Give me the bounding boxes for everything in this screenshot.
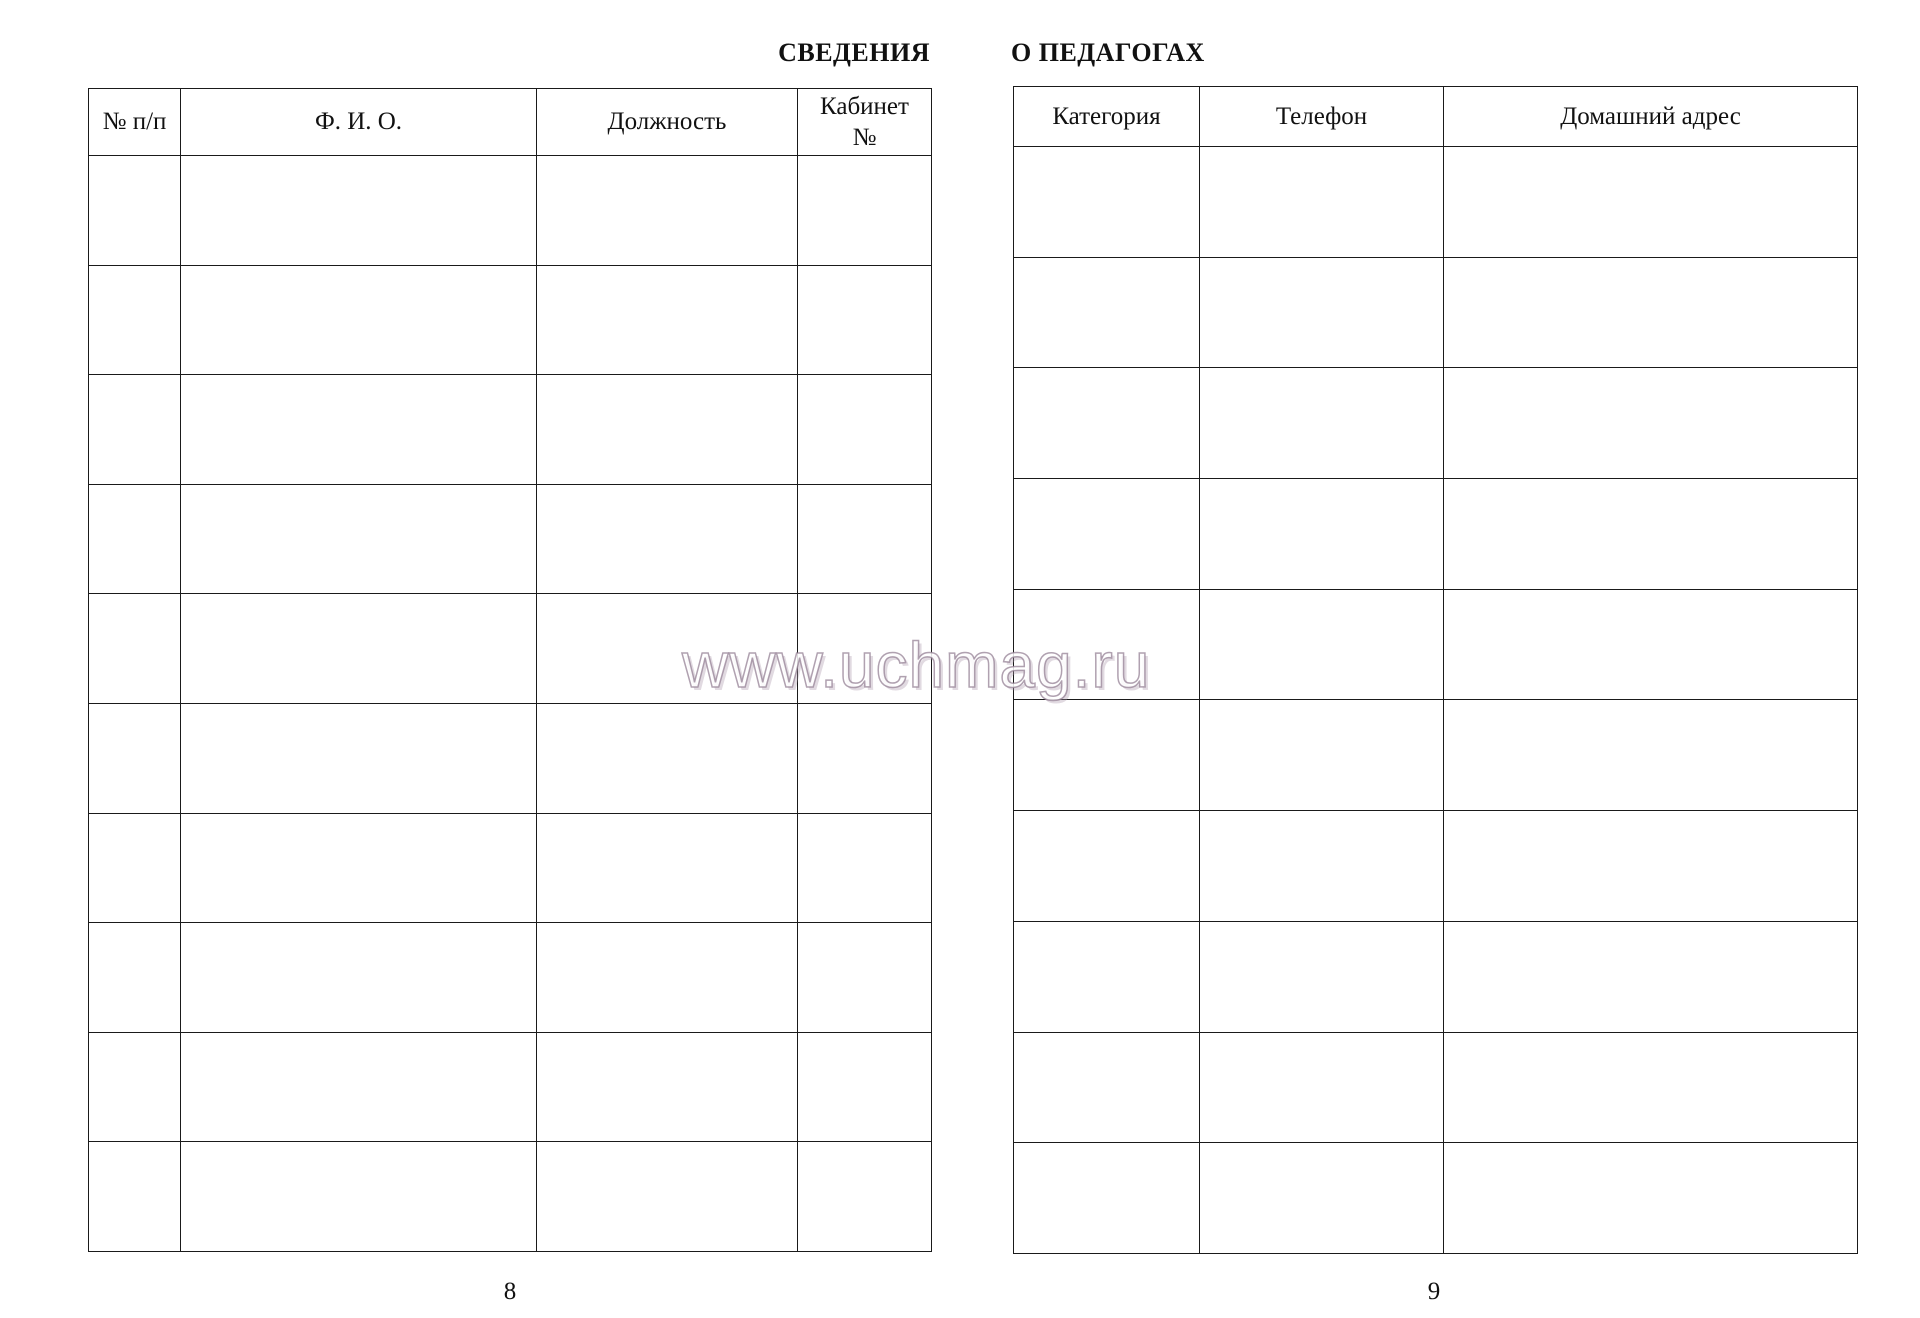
table-header-row [89, 89, 932, 156]
table-cell[interactable] [1014, 479, 1200, 590]
table-cell[interactable] [1014, 589, 1200, 700]
table-cell[interactable] [798, 594, 932, 704]
table-cell[interactable] [89, 1032, 181, 1142]
table-cell[interactable] [181, 703, 537, 813]
table-cell[interactable] [1014, 1143, 1200, 1254]
table-cell[interactable] [89, 923, 181, 1033]
table-cell[interactable] [1444, 589, 1858, 700]
column-header-phone: Телефон [1200, 87, 1444, 147]
table-row [1014, 1143, 1858, 1254]
column-header-home-address: Домашний адрес [1444, 87, 1858, 147]
table-cell[interactable] [1200, 479, 1444, 590]
table-cell[interactable] [89, 594, 181, 704]
table-cell[interactable] [181, 1032, 537, 1142]
table-cell[interactable] [181, 813, 537, 923]
table-cell[interactable] [89, 375, 181, 485]
table-cell[interactable] [1444, 479, 1858, 590]
table-cell[interactable] [537, 1142, 798, 1252]
table-cell[interactable] [1014, 147, 1200, 258]
table-cell[interactable] [798, 813, 932, 923]
table-cell[interactable] [181, 923, 537, 1033]
table-cell[interactable] [181, 156, 537, 266]
table-cell[interactable] [89, 813, 181, 923]
page-number-right: 9 [1427, 1278, 1441, 1305]
table-cell[interactable] [1200, 589, 1444, 700]
table-row [1014, 700, 1858, 811]
column-header-position: Должность [537, 89, 798, 156]
page-title-right: О ПЕДАГОГАХ [1011, 38, 1205, 67]
table-row [89, 923, 932, 1033]
table-cell[interactable] [1444, 257, 1858, 368]
table-cell[interactable] [798, 375, 932, 485]
teachers-table-right [1013, 86, 1858, 1254]
table-row [89, 1142, 932, 1252]
table-cell[interactable] [181, 484, 537, 594]
table-cell[interactable] [1014, 1032, 1200, 1143]
watermark: www.uchmag.ru [682, 629, 1151, 701]
table-cell[interactable] [1014, 700, 1200, 811]
table-cell[interactable] [1200, 1143, 1444, 1254]
table-row [89, 703, 932, 813]
table-cell[interactable] [1444, 1032, 1858, 1143]
table-cell[interactable] [89, 265, 181, 375]
table-cell[interactable] [181, 594, 537, 704]
table-cell[interactable] [798, 1142, 932, 1252]
table-row [1014, 1032, 1858, 1143]
table-cell[interactable] [537, 375, 798, 485]
table-cell[interactable] [1444, 811, 1858, 922]
table-cell[interactable] [1014, 921, 1200, 1032]
table-cell[interactable] [1444, 700, 1858, 811]
table-cell[interactable] [181, 375, 537, 485]
column-header-office: Кабинет № [798, 89, 932, 156]
table-row [89, 1032, 932, 1142]
table-row [89, 265, 932, 375]
table-row [89, 594, 932, 704]
table-row [1014, 257, 1858, 368]
table-cell[interactable] [1014, 811, 1200, 922]
table-cell[interactable] [1444, 921, 1858, 1032]
table-cell[interactable] [1444, 368, 1858, 479]
table-cell[interactable] [1014, 257, 1200, 368]
table-row [1014, 368, 1858, 479]
table-row [89, 813, 932, 923]
table-cell[interactable] [89, 1142, 181, 1252]
table-cell[interactable] [1200, 147, 1444, 258]
table-row [1014, 147, 1858, 258]
table-cell[interactable] [89, 703, 181, 813]
table-cell[interactable] [537, 156, 798, 266]
table-cell[interactable] [181, 1142, 537, 1252]
table-cell[interactable] [1444, 1143, 1858, 1254]
table-cell[interactable] [1200, 811, 1444, 922]
column-header-full-name: Ф. И. О. [181, 89, 537, 156]
table-cell[interactable] [89, 484, 181, 594]
table-cell[interactable] [798, 923, 932, 1033]
table-row [1014, 589, 1858, 700]
table-cell[interactable] [798, 265, 932, 375]
table-cell[interactable] [537, 813, 798, 923]
table-row [89, 375, 932, 485]
table-cell[interactable] [537, 594, 798, 704]
table-cell[interactable] [798, 1032, 932, 1142]
table-cell[interactable] [537, 923, 798, 1033]
table-cell[interactable] [537, 265, 798, 375]
teachers-table-left [88, 88, 932, 1252]
table-cell[interactable] [1200, 1032, 1444, 1143]
table-row [1014, 479, 1858, 590]
page-number-left: 8 [503, 1278, 517, 1305]
column-header-category: Категория [1014, 87, 1200, 147]
table-cell[interactable] [181, 265, 537, 375]
table-row [89, 156, 932, 266]
table-cell[interactable] [1200, 700, 1444, 811]
table-cell[interactable] [1014, 368, 1200, 479]
table-cell[interactable] [798, 484, 932, 594]
table-cell[interactable] [798, 156, 932, 266]
table-cell[interactable] [1200, 368, 1444, 479]
table-cell[interactable] [1444, 147, 1858, 258]
table-cell[interactable] [537, 484, 798, 594]
column-header-number: № п/п [89, 89, 181, 156]
table-cell[interactable] [1200, 921, 1444, 1032]
table-cell[interactable] [1200, 257, 1444, 368]
table-header-row [1014, 87, 1858, 147]
page-title-left: СВЕДЕНИЯ [778, 38, 930, 67]
table-row [1014, 921, 1858, 1032]
table-cell[interactable] [537, 703, 798, 813]
table-row [1014, 811, 1858, 922]
table-cell[interactable] [89, 156, 181, 266]
table-cell[interactable] [537, 1032, 798, 1142]
table-cell[interactable] [798, 703, 932, 813]
table-row [89, 484, 932, 594]
